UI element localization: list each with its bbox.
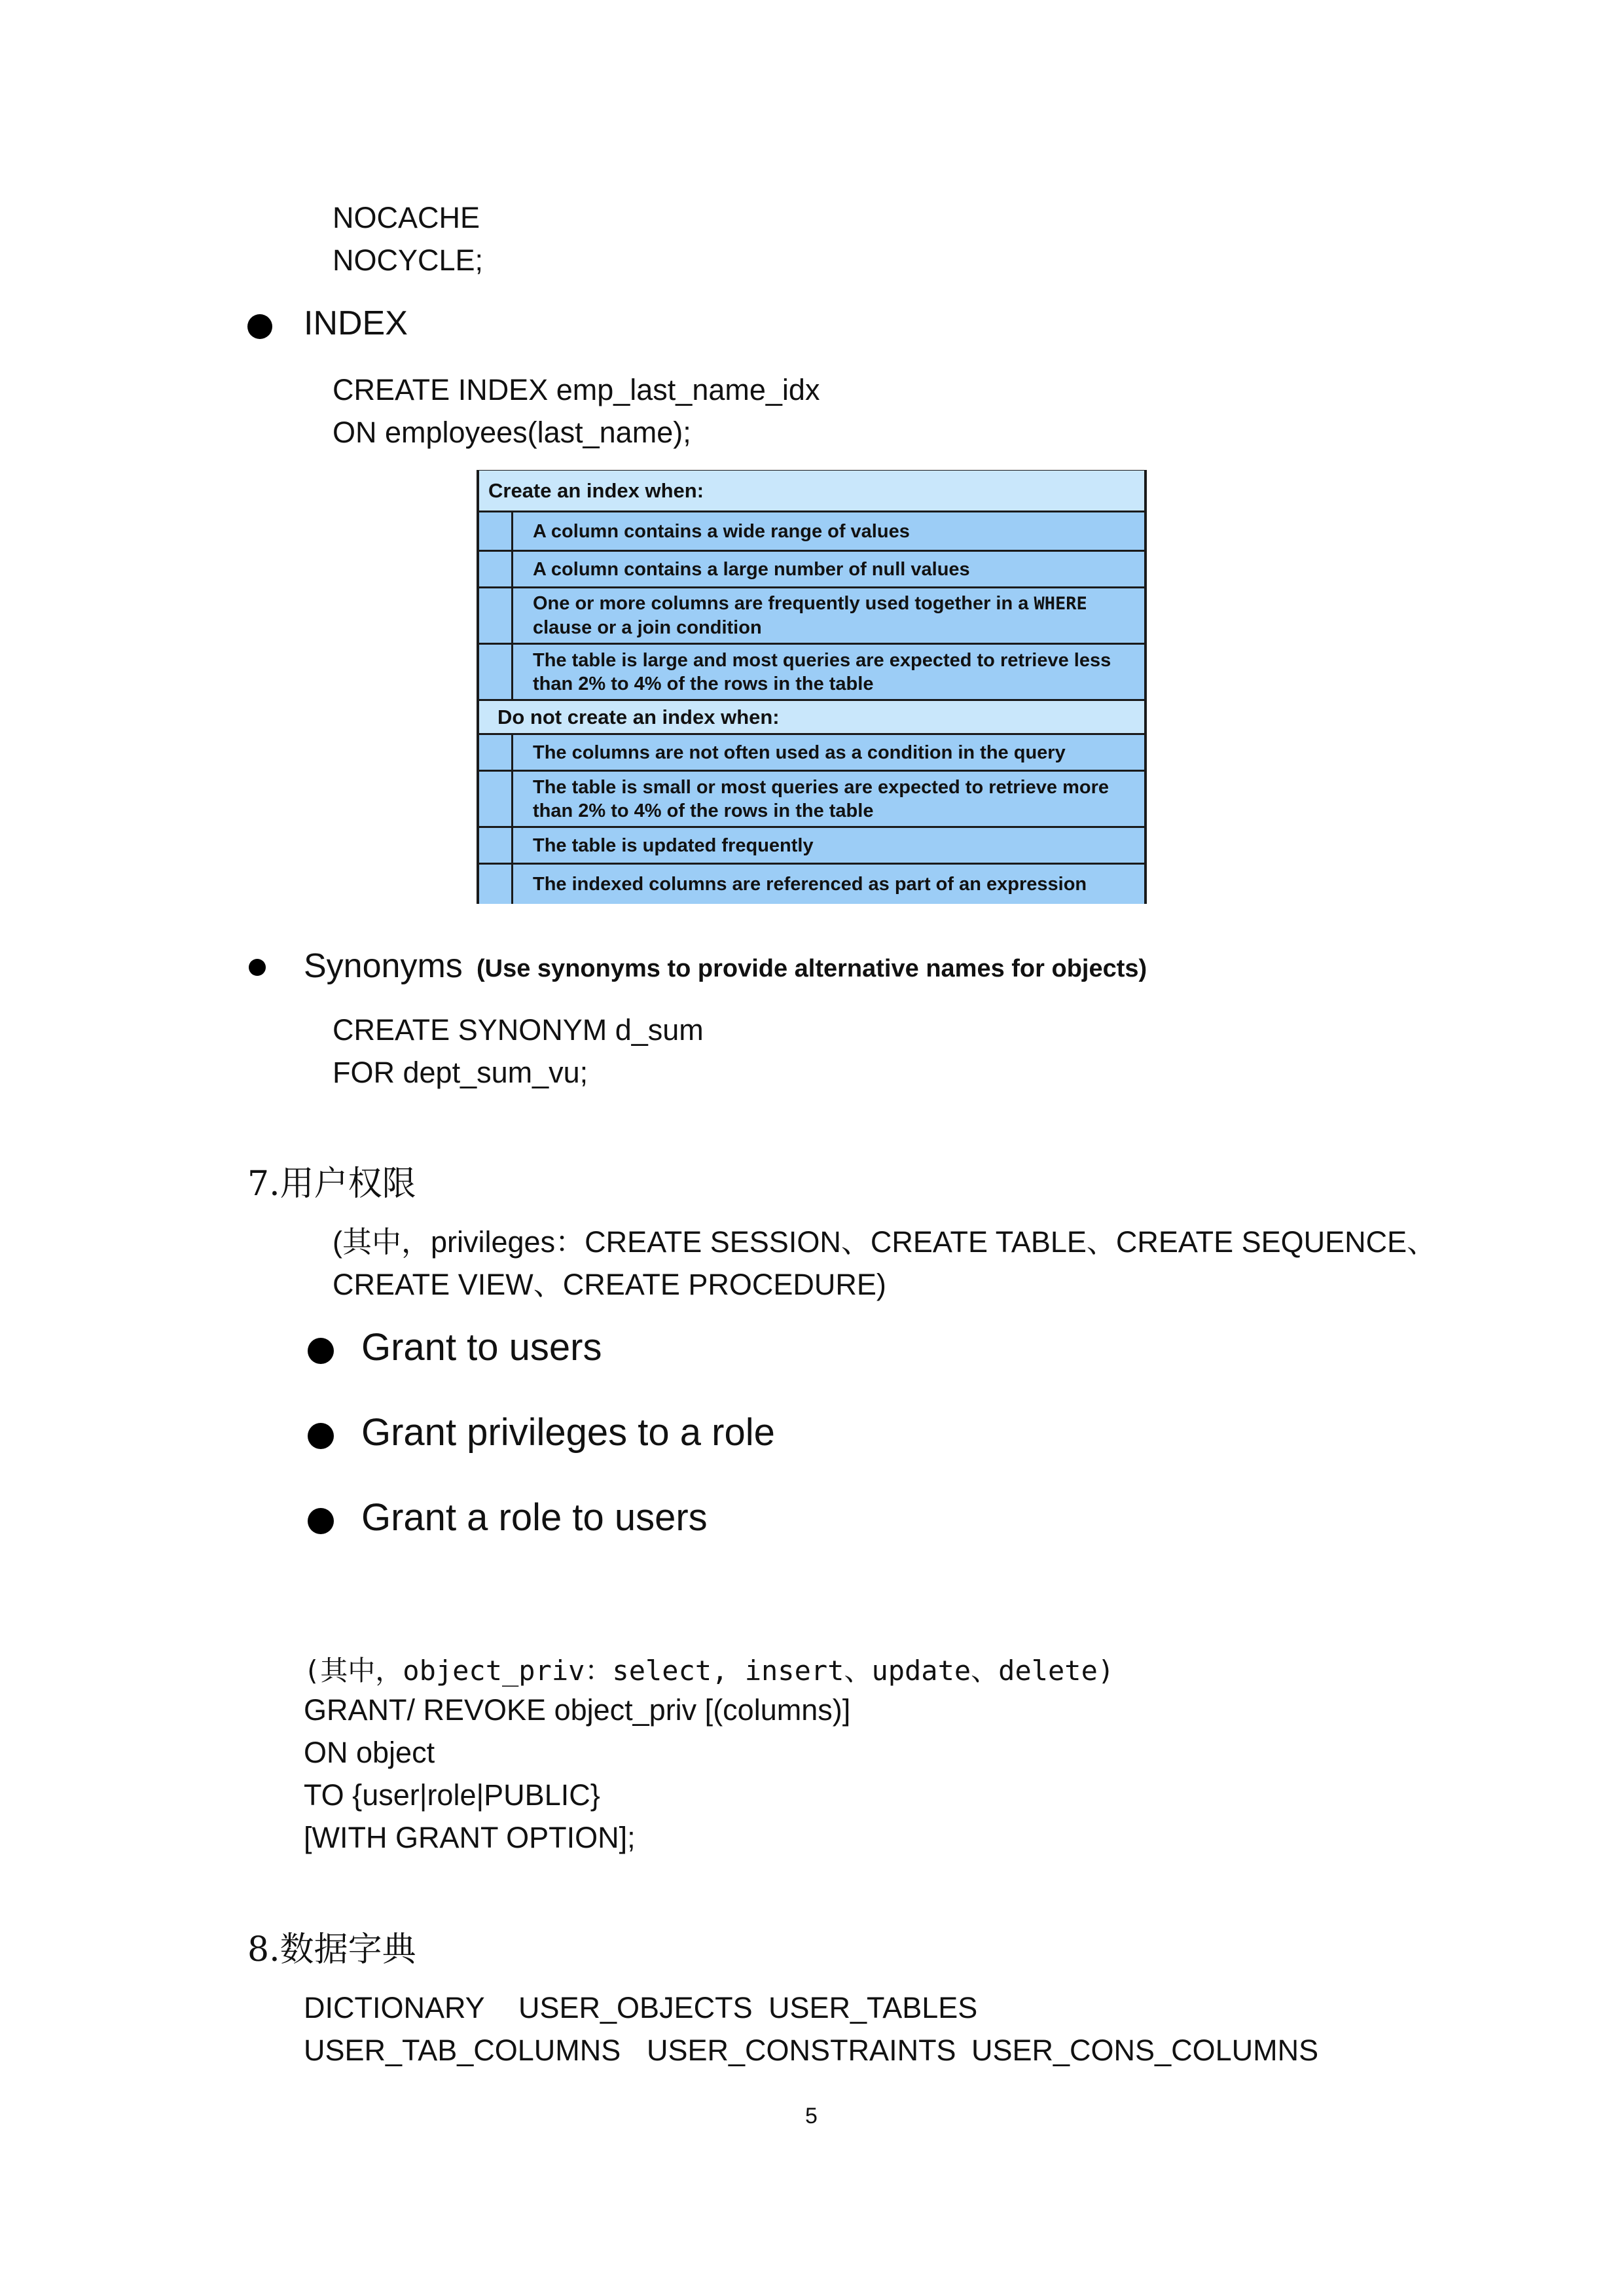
table-row-text: The table is updated frequently xyxy=(533,834,814,856)
bullet-icon xyxy=(247,314,272,339)
privileges-note: CREATE VIEW、CREATE PROCEDURE) xyxy=(333,1268,886,1301)
table-row xyxy=(479,863,1144,904)
index-heading: INDEX xyxy=(304,304,408,342)
section-heading: 8.数据字典 xyxy=(247,1930,416,1969)
code-line: ON object xyxy=(304,1736,435,1769)
bullet-item: Grant a role to users xyxy=(361,1496,708,1539)
table-row xyxy=(479,586,1144,643)
bullet-icon xyxy=(308,1423,334,1449)
dictionary-view: USER_CONSTRAINTS xyxy=(647,2034,956,2067)
index-guideline-table xyxy=(477,470,1147,904)
table-row-gutter xyxy=(479,588,513,643)
table-row-gutter xyxy=(479,865,513,904)
bullet-icon xyxy=(308,1338,334,1364)
table-header-create xyxy=(479,471,1144,511)
table-row-gutter xyxy=(479,552,513,586)
page-number: 5 xyxy=(805,2104,818,2128)
table-row xyxy=(479,826,1144,863)
code-line: TO {user|role|PUBLIC} xyxy=(304,1778,600,1812)
table-row-gutter xyxy=(479,645,513,699)
code-line: GRANT/ REVOKE object_priv [(columns)] xyxy=(304,1693,851,1727)
table-row-text: The table is small or most queries are expected to retrieve more than 2% to 4% of the rows in the table xyxy=(533,776,1110,821)
table-row-gutter xyxy=(479,828,513,863)
table-row-gutter xyxy=(479,512,513,550)
table-row-text: A column contains a wide range of values xyxy=(533,520,910,542)
table-row-text: The columns are not often used as a condition in the query xyxy=(533,742,1066,763)
table-row-text-part: One or more columns are frequently used together in a xyxy=(533,593,1029,614)
table-row-text: The indexed columns are referenced as part of an expression xyxy=(533,874,1087,895)
table-header-text: Do not create an index when: xyxy=(497,705,780,728)
code-line: CREATE SYNONYM d_sum xyxy=(333,1013,704,1047)
synonyms-heading: Synonyms xyxy=(304,947,463,985)
code-line: NOCYCLE; xyxy=(333,243,484,277)
code-line: [WITH GRANT OPTION]; xyxy=(304,1821,636,1854)
dictionary-view: USER_TAB_COLUMNS xyxy=(304,2034,621,2067)
where-keyword: WHERE xyxy=(1034,594,1087,614)
table-header-text: Create an index when: xyxy=(488,478,704,502)
bullet-item: Grant to users xyxy=(361,1326,602,1369)
code-line: FOR dept_sum_vu; xyxy=(333,1056,588,1089)
table-row-text: The table is large and most queries are expected to retrieve less than 2% to 4% of the rows in the table xyxy=(533,649,1111,694)
table-row-text xyxy=(533,588,1136,643)
object-priv-note: (其中，object_priv：select, insert、update、delete) xyxy=(304,1655,1115,1687)
table-row xyxy=(479,511,1144,550)
table-row-text-part: clause or a join condition xyxy=(533,617,762,638)
table-row-text: A column contains a large number of null values xyxy=(533,558,970,580)
code-line: CREATE INDEX emp_last_name_idx xyxy=(333,373,820,406)
code-line: NOCACHE xyxy=(333,201,480,234)
dictionary-view: USER_OBJECTS xyxy=(518,1991,753,2024)
section-heading: 7.用户权限 xyxy=(247,1164,416,1204)
table-row xyxy=(479,770,1144,826)
table-row xyxy=(479,550,1144,586)
dictionary-view: USER_TABLES xyxy=(768,1991,978,2024)
table-row-gutter xyxy=(479,772,513,826)
synonyms-note: (Use synonyms to provide alternative names for objects) xyxy=(477,955,1147,982)
bullet-item: Grant privileges to a role xyxy=(361,1411,775,1454)
privileges-note: (其中，privileges：CREATE SESSION、CREATE TABLE、CREATE SEQUENCE、 xyxy=(333,1225,1437,1259)
bullet-icon xyxy=(308,1508,334,1534)
code-line: ON employees(last_name); xyxy=(333,416,691,449)
table-row xyxy=(479,643,1144,699)
table-row xyxy=(479,733,1144,770)
table-row-gutter xyxy=(479,735,513,770)
bullet-icon xyxy=(249,959,266,976)
table-header-dont xyxy=(479,699,1144,733)
dictionary-view: USER_CONS_COLUMNS xyxy=(971,2034,1319,2067)
dictionary-view: DICTIONARY xyxy=(304,1991,485,2024)
